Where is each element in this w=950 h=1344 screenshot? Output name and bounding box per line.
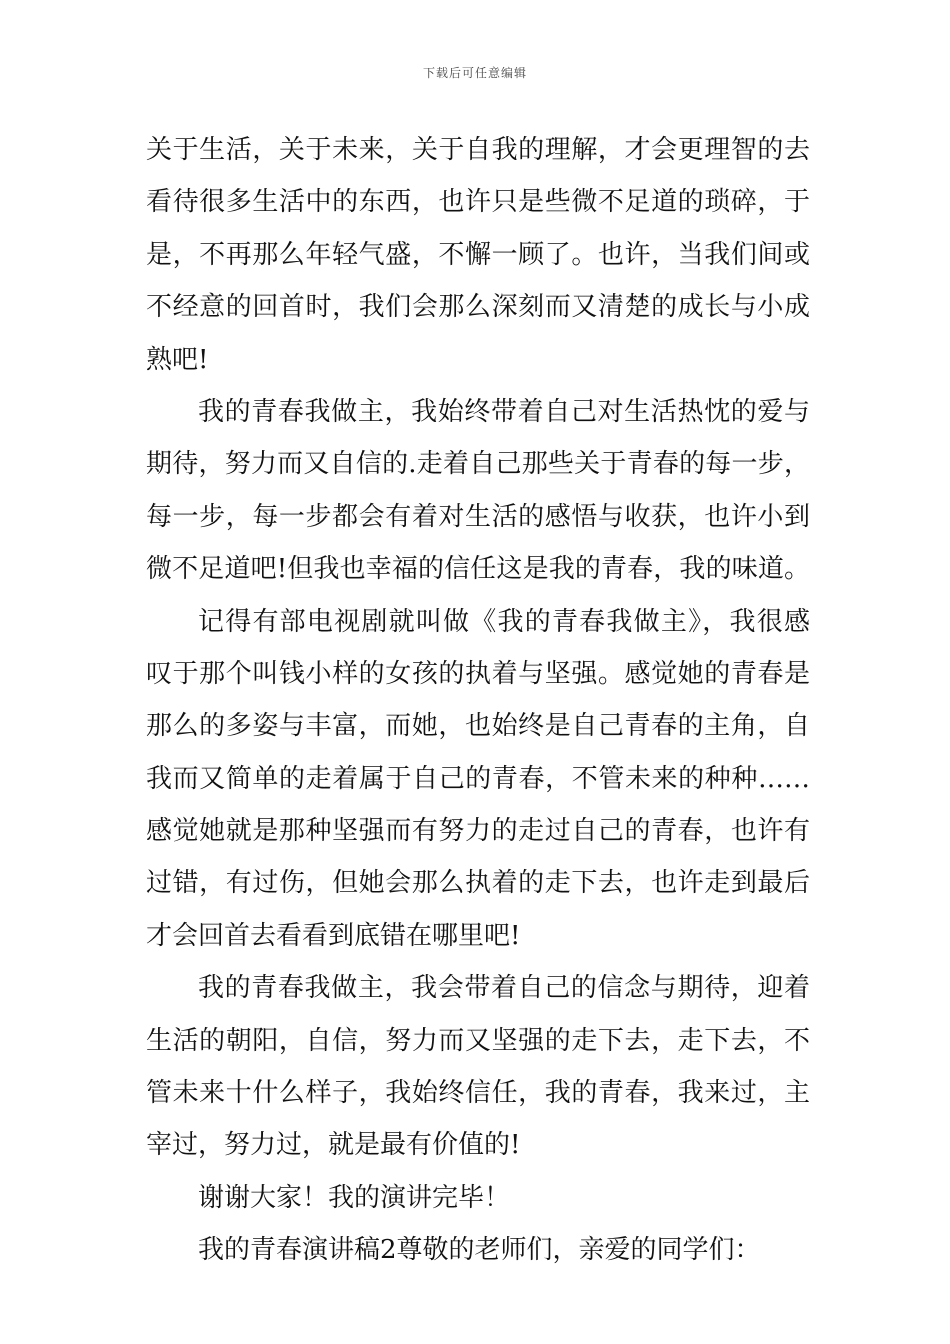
paragraph-line: 是，不再那么年轻气盛，不懈一顾了。也许，当我们间或: [146, 239, 810, 270]
paragraph-line: 记得有部电视剧就叫做《我的青春我做主》，我很感: [198, 606, 810, 637]
paragraph-line: 才会回首去看看到底错在哪里吧!: [146, 920, 521, 951]
paragraph-line: 我而又简单的走着属于自己的青春，不管未来的种种……: [146, 763, 810, 794]
header-note: 下载后可任意编辑: [422, 66, 527, 80]
paragraph-line: 微不足道吧!但我也幸福的信任这是我的青春，我的味道。: [146, 554, 810, 585]
paragraph-line: 我的青春演讲稿2尊敬的老师们，亲爱的同学们：: [198, 1235, 761, 1266]
paragraph-line: 看待很多生活中的东西，也许只是些微不足道的琐碎，于: [146, 187, 810, 218]
paragraph-line: 谢谢大家！我的演讲完毕！: [198, 1182, 511, 1213]
paragraph-line: 关于生活，关于未来，关于自我的理解，才会更理智的去: [146, 135, 810, 165]
paragraph-line: 管未来十什么样子，我始终信任，我的青春，我来过，主: [146, 1078, 810, 1109]
paragraph-line: 叹于那个叫钱小样的女孩的执着与坚强。感觉她的青春是: [146, 658, 810, 689]
paragraph-line: 每一步，每一步都会有着对生活的感悟与收获，也许小到: [146, 501, 810, 532]
paragraph-line: 我的青春我做主，我会带着自己的信念与期待，迎着: [198, 973, 810, 1004]
paragraph-line: 生活的朝阳，自信，努力而又坚强的走下去，走下去，不: [146, 1025, 810, 1056]
paragraph-line: 宰过，努力过，就是最有价值的!: [146, 1130, 521, 1161]
paragraph-line: 过错，有过伤，但她会那么执着的走下去，也许走到最后: [146, 868, 810, 899]
paragraph-line: 不经意的回首时，我们会那么深刻而又清楚的成长与小成: [146, 292, 810, 323]
paragraph-line: 我的青春我做主，我始终带着自己对生活热忱的爱与: [198, 396, 810, 427]
paragraph-line: 感觉她就是那种坚强而有努力的走过自己的青春，也许有: [146, 816, 810, 847]
paragraph-line: 熟吧!: [146, 344, 209, 375]
paragraph-line: 期待，努力而又自信的.走着自己那些关于青春的每一步，: [146, 449, 810, 480]
document-body: [146, 124, 810, 1277]
paragraph-line: 那么的多姿与丰富，而她，也始终是自己青春的主角，自: [146, 711, 810, 742]
